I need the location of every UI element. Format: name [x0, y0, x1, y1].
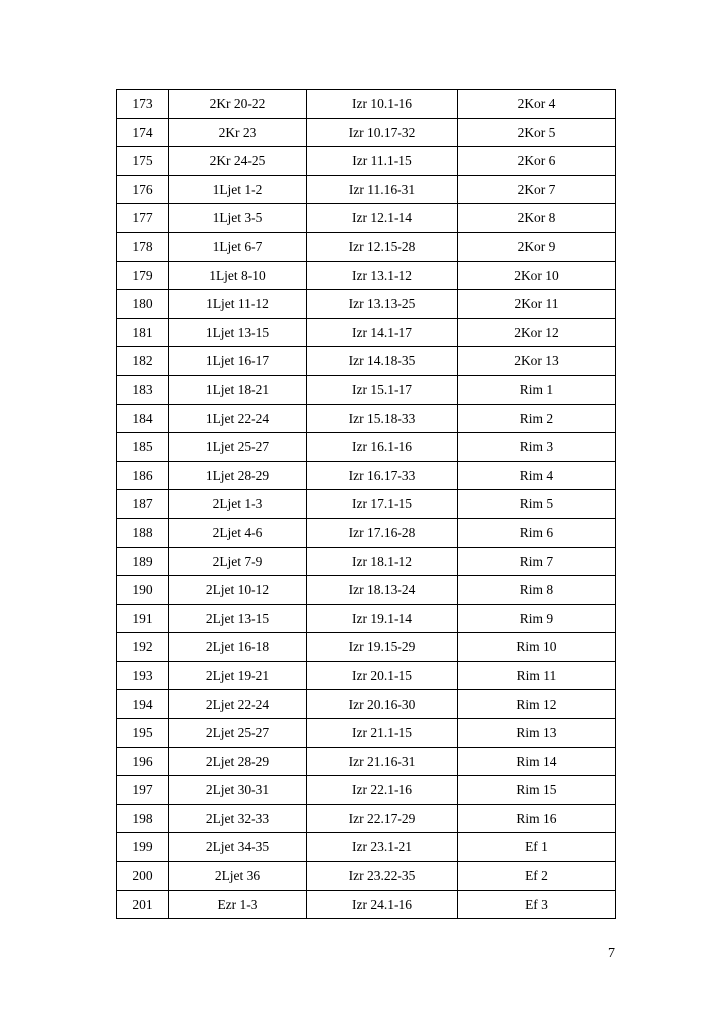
proverbs-cell: Izr 17.16-28	[307, 518, 458, 547]
proverbs-cell: Izr 13.1-12	[307, 261, 458, 290]
table-row	[117, 747, 616, 776]
old-testament-cell: 2Ljet 10-12	[169, 576, 307, 605]
reading-plan-table	[116, 89, 616, 919]
new-testament-cell: 2Kor 5	[458, 118, 616, 147]
old-testament-cell: 2Ljet 22-24	[169, 690, 307, 719]
old-testament-cell: 1Ljet 25-27	[169, 433, 307, 462]
day-number-cell: 195	[117, 719, 169, 748]
proverbs-cell: Izr 18.1-12	[307, 547, 458, 576]
new-testament-cell: Rim 15	[458, 776, 616, 805]
new-testament-cell: Rim 11	[458, 661, 616, 690]
reading-plan-table-body	[117, 90, 616, 919]
old-testament-cell: 2Ljet 4-6	[169, 518, 307, 547]
proverbs-cell: Izr 16.17-33	[307, 461, 458, 490]
old-testament-cell: Ezr 1-3	[169, 890, 307, 919]
table-row	[117, 147, 616, 176]
day-number-cell: 176	[117, 175, 169, 204]
table-row	[117, 719, 616, 748]
table-row	[117, 118, 616, 147]
table-row	[117, 518, 616, 547]
new-testament-cell: Ef 2	[458, 862, 616, 891]
new-testament-cell: 2Kor 10	[458, 261, 616, 290]
table-row	[117, 90, 616, 119]
table-row	[117, 833, 616, 862]
proverbs-cell: Izr 14.1-17	[307, 318, 458, 347]
new-testament-cell: Rim 10	[458, 633, 616, 662]
new-testament-cell: Rim 7	[458, 547, 616, 576]
day-number-cell: 185	[117, 433, 169, 462]
old-testament-cell: 2Ljet 25-27	[169, 719, 307, 748]
old-testament-cell: 2Kr 24-25	[169, 147, 307, 176]
new-testament-cell: Rim 1	[458, 375, 616, 404]
proverbs-cell: Izr 23.22-35	[307, 862, 458, 891]
day-number-cell: 174	[117, 118, 169, 147]
old-testament-cell: 2Ljet 30-31	[169, 776, 307, 805]
table-row	[117, 890, 616, 919]
new-testament-cell: 2Kor 9	[458, 232, 616, 261]
proverbs-cell: Izr 12.15-28	[307, 232, 458, 261]
proverbs-cell: Izr 11.1-15	[307, 147, 458, 176]
old-testament-cell: 2Ljet 32-33	[169, 804, 307, 833]
new-testament-cell: 2Kor 11	[458, 290, 616, 319]
new-testament-cell: Rim 12	[458, 690, 616, 719]
new-testament-cell: Rim 13	[458, 719, 616, 748]
day-number-cell: 181	[117, 318, 169, 347]
day-number-cell: 200	[117, 862, 169, 891]
day-number-cell: 173	[117, 90, 169, 119]
day-number-cell: 182	[117, 347, 169, 376]
proverbs-cell: Izr 14.18-35	[307, 347, 458, 376]
proverbs-cell: Izr 19.15-29	[307, 633, 458, 662]
proverbs-cell: Izr 20.1-15	[307, 661, 458, 690]
proverbs-cell: Izr 13.13-25	[307, 290, 458, 319]
table-row	[117, 633, 616, 662]
old-testament-cell: 2Kr 20-22	[169, 90, 307, 119]
proverbs-cell: Izr 23.1-21	[307, 833, 458, 862]
table-row	[117, 804, 616, 833]
new-testament-cell: Rim 9	[458, 604, 616, 633]
old-testament-cell: 2Ljet 19-21	[169, 661, 307, 690]
table-row	[117, 461, 616, 490]
proverbs-cell: Izr 17.1-15	[307, 490, 458, 519]
new-testament-cell: 2Kor 12	[458, 318, 616, 347]
day-number-cell: 198	[117, 804, 169, 833]
old-testament-cell: 1Ljet 8-10	[169, 261, 307, 290]
new-testament-cell: Rim 3	[458, 433, 616, 462]
table-row	[117, 661, 616, 690]
old-testament-cell: 2Ljet 16-18	[169, 633, 307, 662]
day-number-cell: 175	[117, 147, 169, 176]
table-row	[117, 204, 616, 233]
table-row	[117, 261, 616, 290]
new-testament-cell: Rim 14	[458, 747, 616, 776]
old-testament-cell: 1Ljet 18-21	[169, 375, 307, 404]
proverbs-cell: Izr 22.1-16	[307, 776, 458, 805]
page-number: 7	[608, 946, 615, 961]
table-row	[117, 776, 616, 805]
proverbs-cell: Izr 21.16-31	[307, 747, 458, 776]
day-number-cell: 188	[117, 518, 169, 547]
day-number-cell: 183	[117, 375, 169, 404]
table-row	[117, 318, 616, 347]
proverbs-cell: Izr 20.16-30	[307, 690, 458, 719]
day-number-cell: 186	[117, 461, 169, 490]
table-row	[117, 690, 616, 719]
new-testament-cell: Rim 6	[458, 518, 616, 547]
day-number-cell: 178	[117, 232, 169, 261]
day-number-cell: 177	[117, 204, 169, 233]
proverbs-cell: Izr 22.17-29	[307, 804, 458, 833]
table-row	[117, 290, 616, 319]
old-testament-cell: 2Kr 23	[169, 118, 307, 147]
day-number-cell: 193	[117, 661, 169, 690]
proverbs-cell: Izr 15.1-17	[307, 375, 458, 404]
day-number-cell: 179	[117, 261, 169, 290]
new-testament-cell: 2Kor 8	[458, 204, 616, 233]
day-number-cell: 190	[117, 576, 169, 605]
table-row	[117, 490, 616, 519]
old-testament-cell: 2Ljet 36	[169, 862, 307, 891]
new-testament-cell: 2Kor 7	[458, 175, 616, 204]
new-testament-cell: Rim 2	[458, 404, 616, 433]
table-row	[117, 547, 616, 576]
new-testament-cell: 2Kor 4	[458, 90, 616, 119]
old-testament-cell: 1Ljet 16-17	[169, 347, 307, 376]
table-row	[117, 576, 616, 605]
day-number-cell: 191	[117, 604, 169, 633]
proverbs-cell: Izr 12.1-14	[307, 204, 458, 233]
new-testament-cell: 2Kor 13	[458, 347, 616, 376]
table-row	[117, 175, 616, 204]
new-testament-cell: Rim 8	[458, 576, 616, 605]
proverbs-cell: Izr 24.1-16	[307, 890, 458, 919]
old-testament-cell: 1Ljet 22-24	[169, 404, 307, 433]
new-testament-cell: Ef 1	[458, 833, 616, 862]
day-number-cell: 187	[117, 490, 169, 519]
old-testament-cell: 2Ljet 13-15	[169, 604, 307, 633]
table-row	[117, 375, 616, 404]
table-row	[117, 347, 616, 376]
old-testament-cell: 2Ljet 28-29	[169, 747, 307, 776]
day-number-cell: 192	[117, 633, 169, 662]
proverbs-cell: Izr 11.16-31	[307, 175, 458, 204]
day-number-cell: 184	[117, 404, 169, 433]
old-testament-cell: 2Ljet 7-9	[169, 547, 307, 576]
proverbs-cell: Izr 15.18-33	[307, 404, 458, 433]
old-testament-cell: 2Ljet 34-35	[169, 833, 307, 862]
proverbs-cell: Izr 10.17-32	[307, 118, 458, 147]
old-testament-cell: 2Ljet 1-3	[169, 490, 307, 519]
proverbs-cell: Izr 18.13-24	[307, 576, 458, 605]
new-testament-cell: Rim 4	[458, 461, 616, 490]
old-testament-cell: 1Ljet 28-29	[169, 461, 307, 490]
new-testament-cell: Ef 3	[458, 890, 616, 919]
new-testament-cell: Rim 16	[458, 804, 616, 833]
day-number-cell: 197	[117, 776, 169, 805]
day-number-cell: 194	[117, 690, 169, 719]
table-row	[117, 862, 616, 891]
old-testament-cell: 1Ljet 1-2	[169, 175, 307, 204]
proverbs-cell: Izr 16.1-16	[307, 433, 458, 462]
proverbs-cell: Izr 21.1-15	[307, 719, 458, 748]
day-number-cell: 201	[117, 890, 169, 919]
old-testament-cell: 1Ljet 6-7	[169, 232, 307, 261]
proverbs-cell: Izr 19.1-14	[307, 604, 458, 633]
table-row	[117, 232, 616, 261]
table-row	[117, 604, 616, 633]
new-testament-cell: 2Kor 6	[458, 147, 616, 176]
day-number-cell: 196	[117, 747, 169, 776]
old-testament-cell: 1Ljet 11-12	[169, 290, 307, 319]
day-number-cell: 199	[117, 833, 169, 862]
old-testament-cell: 1Ljet 3-5	[169, 204, 307, 233]
day-number-cell: 180	[117, 290, 169, 319]
table-row	[117, 433, 616, 462]
table-row	[117, 404, 616, 433]
proverbs-cell: Izr 10.1-16	[307, 90, 458, 119]
old-testament-cell: 1Ljet 13-15	[169, 318, 307, 347]
new-testament-cell: Rim 5	[458, 490, 616, 519]
day-number-cell: 189	[117, 547, 169, 576]
